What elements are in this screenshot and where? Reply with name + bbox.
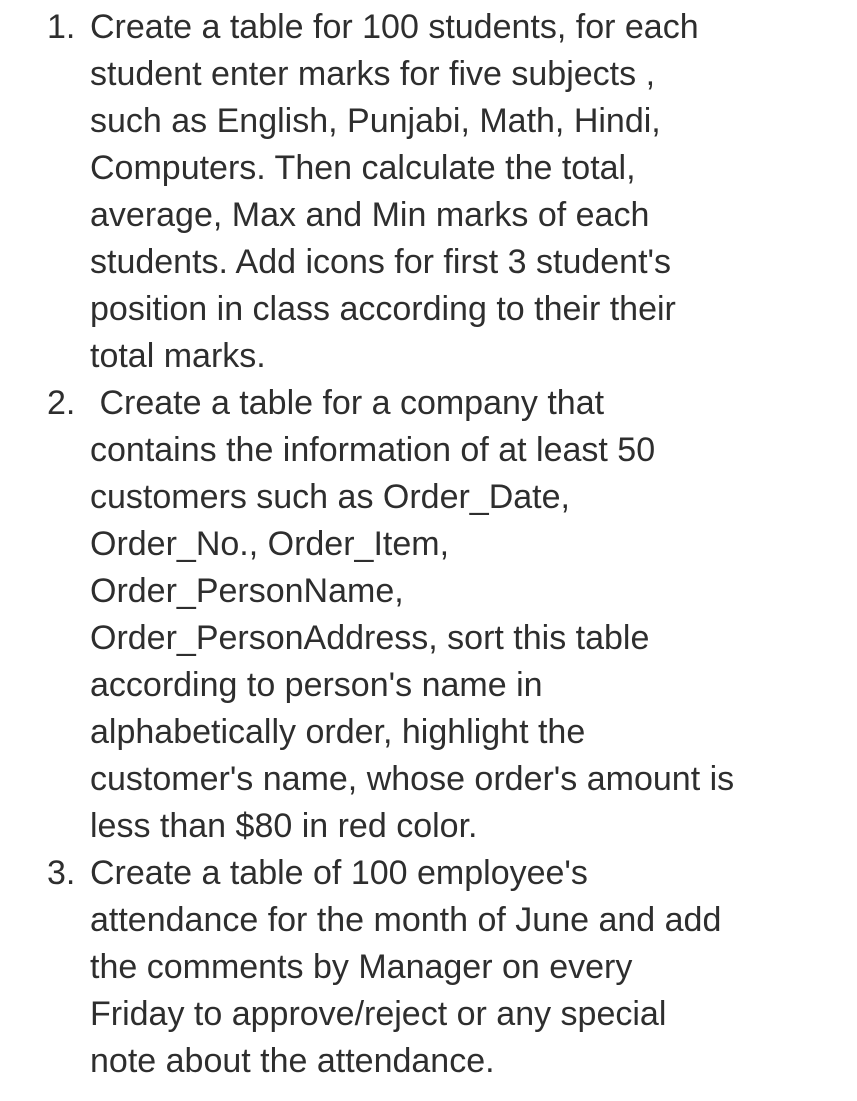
text-line: contains the information of at least 50: [90, 431, 656, 469]
text-line: according to person's name in: [90, 666, 543, 704]
text-line: customers such as Order_Date,: [90, 478, 570, 516]
list-item: [47, 380, 847, 850]
list-number: 1.: [47, 8, 76, 46]
text-line: less than $80 in red color.: [90, 807, 478, 845]
text-line: Order_PersonAddress, sort this table: [90, 619, 650, 657]
text-line: Create a table for 100 students, for each: [90, 8, 699, 46]
text-line: alphabetically order, highlight the: [90, 713, 586, 751]
text-line: customer's name, whose order's amount is: [90, 760, 735, 798]
text-line: average, Max and Min marks of each: [90, 196, 650, 234]
text-line: note about the attendance.: [90, 1042, 495, 1080]
text-line: such as English, Punjabi, Math, Hindi,: [90, 102, 661, 140]
list-item-text: [90, 850, 847, 1085]
list-item-text: [90, 380, 847, 850]
list-item: [47, 4, 847, 380]
text-line: total marks.: [90, 337, 266, 375]
text-line: Friday to approve/reject or any special: [90, 995, 667, 1033]
list-number: 2.: [47, 384, 76, 422]
text-line: Create a table of 100 employee's: [90, 854, 588, 892]
task-list: [47, 4, 847, 1085]
text-line: the comments by Manager on every: [90, 948, 633, 986]
text-line: students. Add icons for first 3 student's: [90, 243, 672, 281]
text-line: Order_PersonName,: [90, 572, 404, 610]
text-line: Create a table for a company that: [90, 384, 605, 422]
text-line: Computers. Then calculate the total,: [90, 149, 636, 187]
text-line: student enter marks for five subjects ,: [90, 55, 656, 93]
text-line: position in class according to their their: [90, 290, 676, 328]
list-item-text: [90, 4, 847, 380]
text-line: attendance for the month of June and add: [90, 901, 722, 939]
list-item: [47, 850, 847, 1085]
text-line: Order_No., Order_Item,: [90, 525, 450, 563]
list-number: 3.: [47, 854, 76, 892]
